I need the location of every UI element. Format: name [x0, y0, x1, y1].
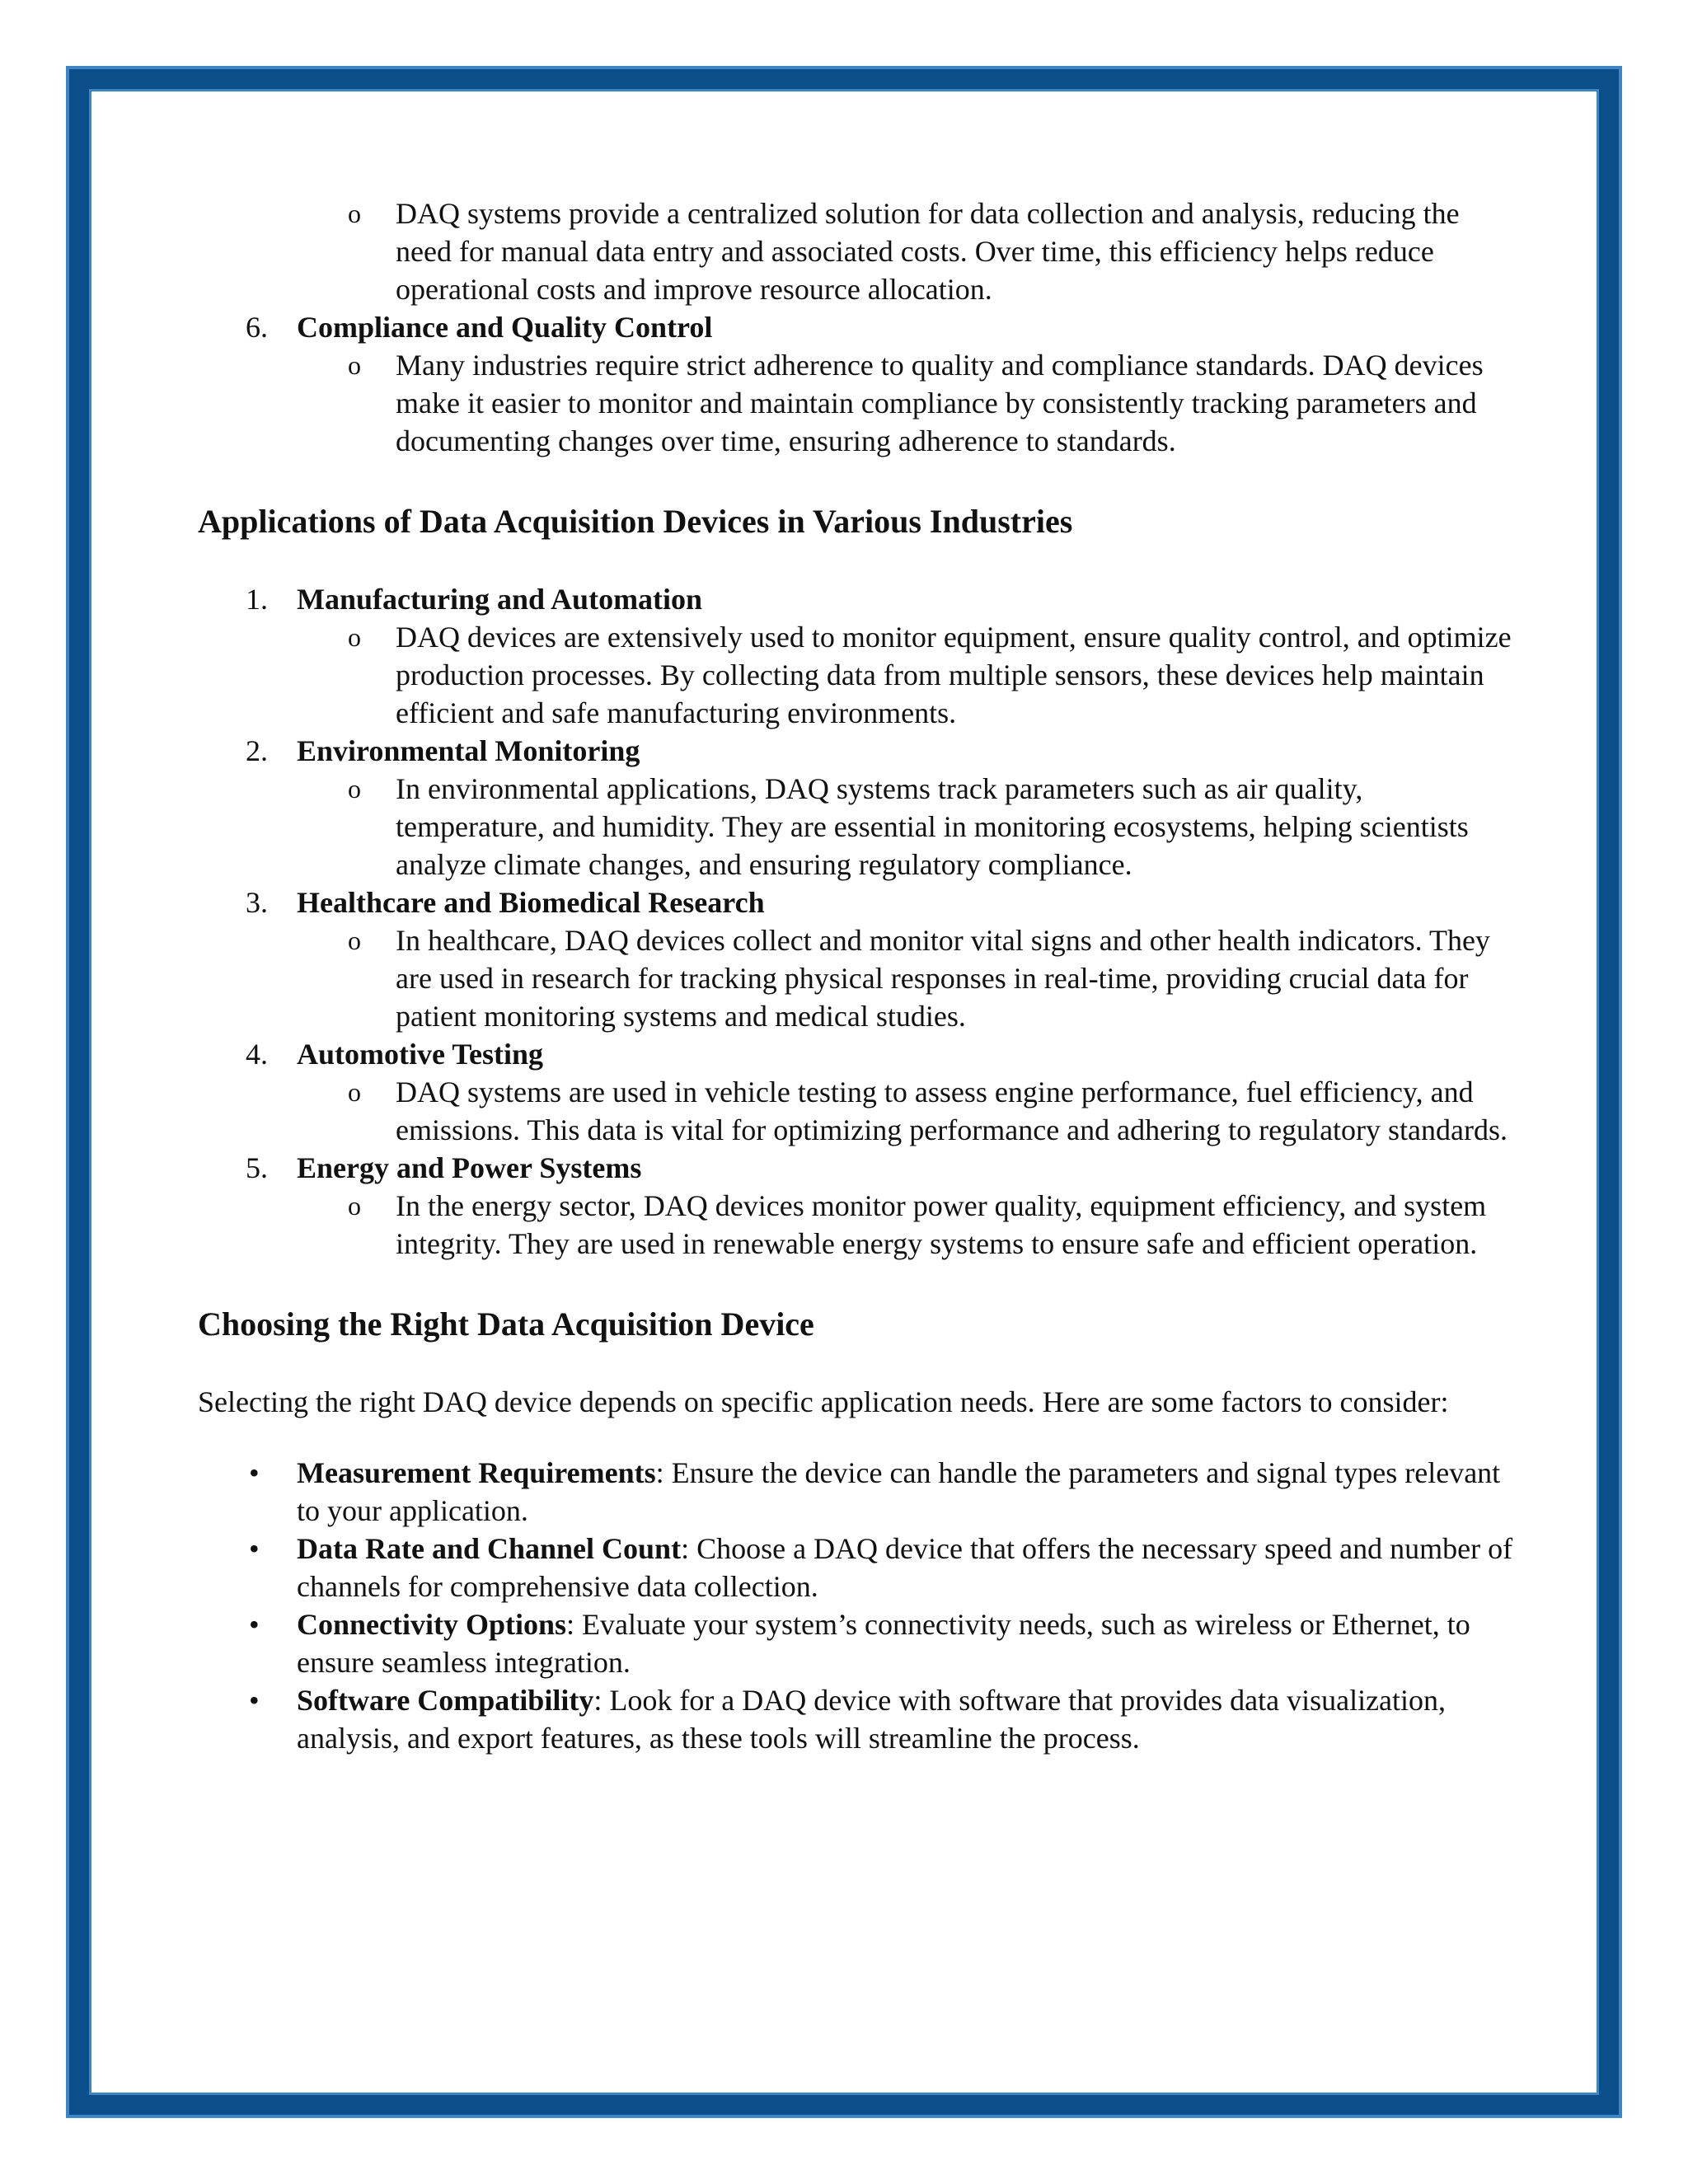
factor-term: Measurement Requirements: [297, 1456, 656, 1489]
sub-bullet-text: In environmental applications, DAQ systems track parameters such as air quality, temperature, and humidity. They are essential in monitoring ecosystems, helping scientists analyze climate changes, and ensuring regulatory compliance.: [396, 772, 1469, 881]
factor-text: : Ensure the device can handle the parameters and signal types relevant to your application.: [297, 1456, 1501, 1527]
list-item-title: Automotive Testing: [297, 1038, 544, 1071]
list-number: 6.: [246, 311, 268, 344]
bullet-dot: •: [249, 1532, 260, 1565]
list-number: 3.: [246, 886, 268, 919]
factors-list: [198, 1454, 1517, 1757]
list-number: 2.: [246, 734, 268, 767]
sub-bullet-text: In healthcare, DAQ devices collect and monitor vital signs and other health indicators. They are used in research for tracking physical responses in real-time, providing crucial data for patient monitoring systems and medical studies.: [396, 924, 1490, 1033]
factor-term: Data Rate and Channel Count: [297, 1532, 682, 1565]
sub-bullet-environmental: [198, 770, 1517, 883]
applications-list: [198, 580, 1517, 1263]
list-number: 4.: [246, 1038, 268, 1071]
bullet-dot: •: [249, 1456, 260, 1489]
list-item-title: Environmental Monitoring: [297, 734, 640, 767]
sub-bullet-marker: o: [348, 774, 361, 804]
sub-bullet-marker: o: [348, 622, 361, 652]
list-item-title: Healthcare and Biomedical Research: [297, 886, 765, 919]
list-number: 1.: [246, 583, 268, 616]
sub-bullet-text: DAQ devices are extensively used to monitor equipment, ensure quality control, and optimize production processes. By collecting data from multiple sensors, these devices help maintain efficient and safe manufacturing environments.: [396, 621, 1512, 729]
list-item-compliance: [198, 308, 1517, 346]
sub-bullet-text: DAQ systems provide a centralized solution for data collection and analysis, reducing the need for manual data entry and associated costs. Over time, this efficiency helps reduce operational costs and improve resource allocation.: [396, 197, 1460, 306]
sub-bullet-automotive: [198, 1073, 1517, 1149]
bullet-dot: •: [249, 1608, 260, 1641]
sub-bullet-manufacturing: [198, 618, 1517, 732]
factor-item-connectivity: [198, 1605, 1517, 1681]
section-heading-choosing: Choosing the Right Data Acquisition Device: [198, 1305, 814, 1343]
choosing-intro-paragraph: Selecting the right DAQ device depends on specific application needs. Here are some factors to consider:: [198, 1385, 1449, 1418]
intro-sub-bullet: [198, 194, 1517, 308]
sub-bullet-compliance: [198, 346, 1517, 460]
factor-term: Software Compatibility: [297, 1684, 594, 1717]
factor-item-data-rate: [198, 1530, 1517, 1605]
section-heading-applications: Applications of Data Acquisition Devices in Various Industries: [198, 503, 1073, 540]
list-item-title: Manufacturing and Automation: [297, 583, 703, 616]
list-number: 5.: [246, 1151, 268, 1184]
list-item-healthcare: [198, 883, 1517, 921]
sub-bullet-marker: o: [348, 1191, 361, 1221]
sub-bullet-marker: o: [348, 199, 361, 228]
sub-bullet-healthcare: [198, 921, 1517, 1035]
list-item-title: Compliance and Quality Control: [297, 311, 713, 344]
sub-bullet-energy: [198, 1187, 1517, 1263]
list-item-title: Energy and Power Systems: [297, 1151, 642, 1184]
factor-text: : Evaluate your system’s connectivity needs, such as wireless or Ethernet, to ensure seamless integration.: [297, 1608, 1470, 1679]
factor-item-measurement: [198, 1454, 1517, 1530]
list-item-environmental: [198, 732, 1517, 770]
list-item-automotive: [198, 1035, 1517, 1073]
list-item-manufacturing: [198, 580, 1517, 618]
list-item-energy: [198, 1149, 1517, 1187]
sub-bullet-marker: o: [348, 926, 361, 955]
sub-bullet-marker: o: [348, 1077, 361, 1107]
factor-text: : Look for a DAQ device with software that provides data visualization, analysis, and export features, as these tools will streamline the process.: [297, 1684, 1447, 1755]
document-content: [198, 194, 1517, 1757]
factor-item-software: [198, 1681, 1517, 1757]
bullet-dot: •: [249, 1684, 260, 1717]
sub-bullet-marker: o: [348, 350, 361, 380]
factor-term: Connectivity Options: [297, 1608, 567, 1641]
sub-bullet-text: Many industries require strict adherence to quality and compliance standards. DAQ devices make it easier to monitor and maintain compliance by consistently tracking parameters and documenting changes over time, ensuring adherence to standards.: [396, 349, 1484, 457]
factor-text: : Choose a DAQ device that offers the necessary speed and number of channels for comprehensive data collection.: [297, 1532, 1513, 1603]
sub-bullet-text: DAQ systems are used in vehicle testing to assess engine performance, fuel efficiency, and emissions. This data is vital for optimizing performance and adhering to regulatory standards.: [396, 1076, 1507, 1146]
sub-bullet-text: In the energy sector, DAQ devices monitor power quality, equipment efficiency, and system integrity. They are used in renewable energy systems to ensure safe and efficient operation.: [396, 1189, 1487, 1260]
